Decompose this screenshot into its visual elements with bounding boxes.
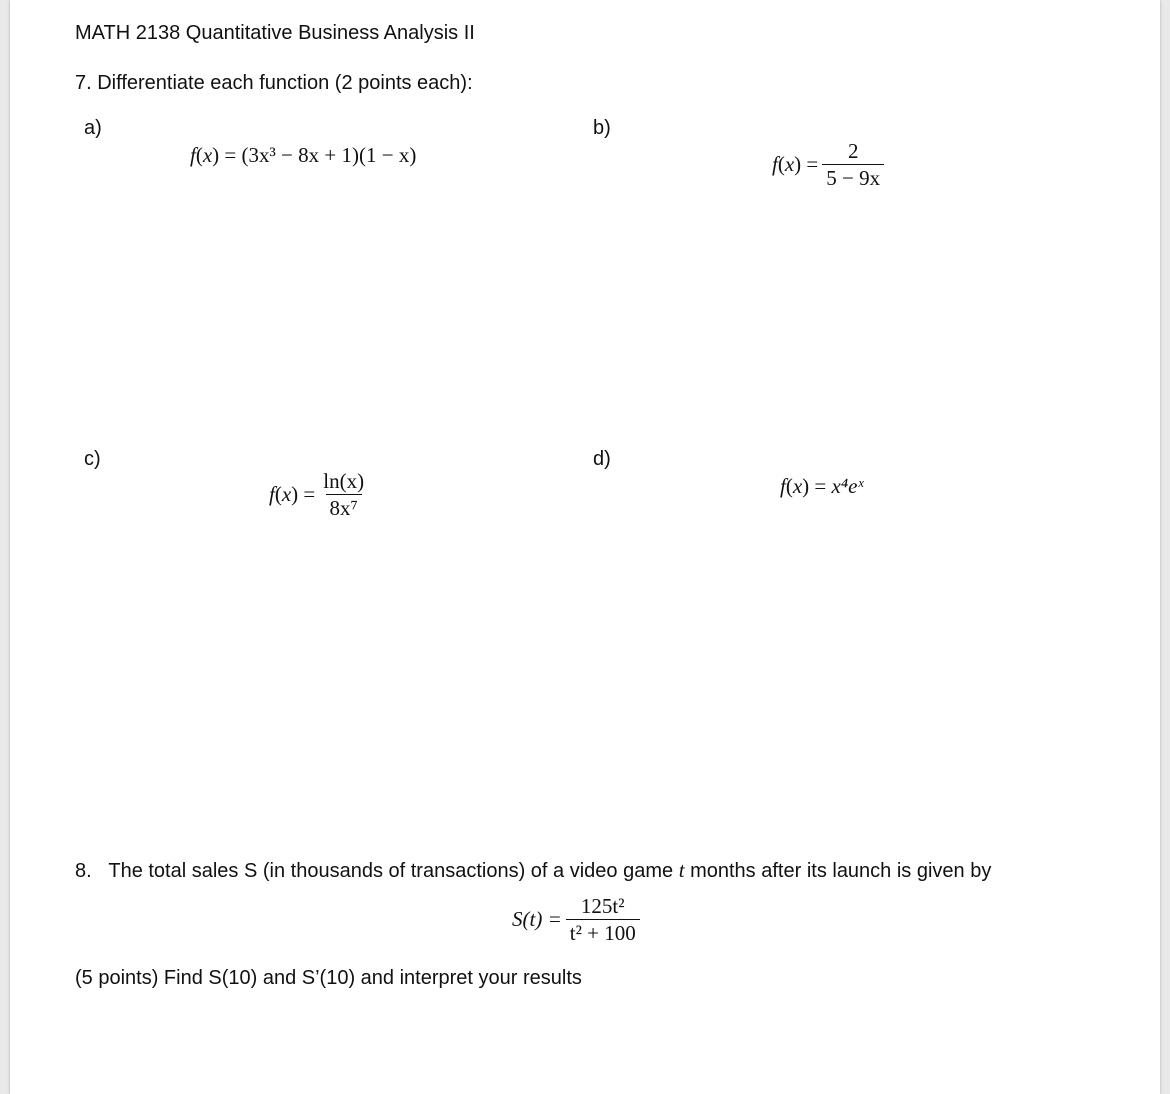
- question-8-variable: t: [678, 858, 685, 882]
- question-8-text-pre: The total sales S (in thousands of transactions) of a video game: [108, 860, 674, 882]
- part-a-formula: f(x) = (3x³ − 8x + 1)(1 − x): [190, 143, 417, 167]
- question-7-prompt: 7. Differentiate each function (2 points each):: [75, 72, 473, 94]
- part-d-label: d): [593, 448, 611, 470]
- sales-formula: [512, 895, 640, 944]
- part-b-label: b): [593, 117, 611, 139]
- sales-formula-fraction: [566, 895, 640, 944]
- question-8-text-post: months after its launch is given by: [690, 860, 992, 882]
- part-b-fraction: [822, 140, 884, 189]
- question-8-number: 8.: [75, 860, 92, 882]
- part-c-numerator: ln(x): [323, 469, 365, 493]
- part-a-label: a): [84, 117, 102, 139]
- part-b-numerator: 2: [847, 139, 859, 163]
- part-d-formula: f(x) = x⁴eˣ: [780, 474, 864, 498]
- function-name: f: [190, 143, 196, 167]
- sales-formula-numerator: 125t²: [580, 894, 625, 918]
- worksheet-page: [10, 0, 1160, 1094]
- course-title: MATH 2138 Quantitative Business Analysis II: [75, 22, 475, 44]
- question-8-prompt: [75, 858, 991, 883]
- part-b-formula: f(x) = $\frac{2}{5 - 9x}$: [772, 140, 884, 189]
- part-c-denominator: 8x⁷: [326, 494, 362, 519]
- part-c-formula: f(x) = $\frac{\ln(x)}{\text{8x⁷}}$: [269, 470, 368, 519]
- sales-formula-denominator: t² + 100: [566, 919, 640, 944]
- part-d-expression: x⁴eˣ: [831, 474, 864, 498]
- part-c-fraction: [319, 470, 368, 519]
- function-name: f: [780, 474, 786, 498]
- part-c-label: c): [84, 448, 101, 470]
- part-a-expression: (3x³ − 8x + 1)(1 − x): [241, 143, 417, 167]
- part-b-denominator: 5 − 9x: [822, 164, 884, 189]
- function-name: f: [269, 482, 275, 507]
- question-8-task: (5 points) Find S(10) and S’(10) and interpret your results: [75, 967, 582, 989]
- sales-formula-lhs: S(t) =: [512, 907, 562, 932]
- function-name: f: [772, 152, 778, 177]
